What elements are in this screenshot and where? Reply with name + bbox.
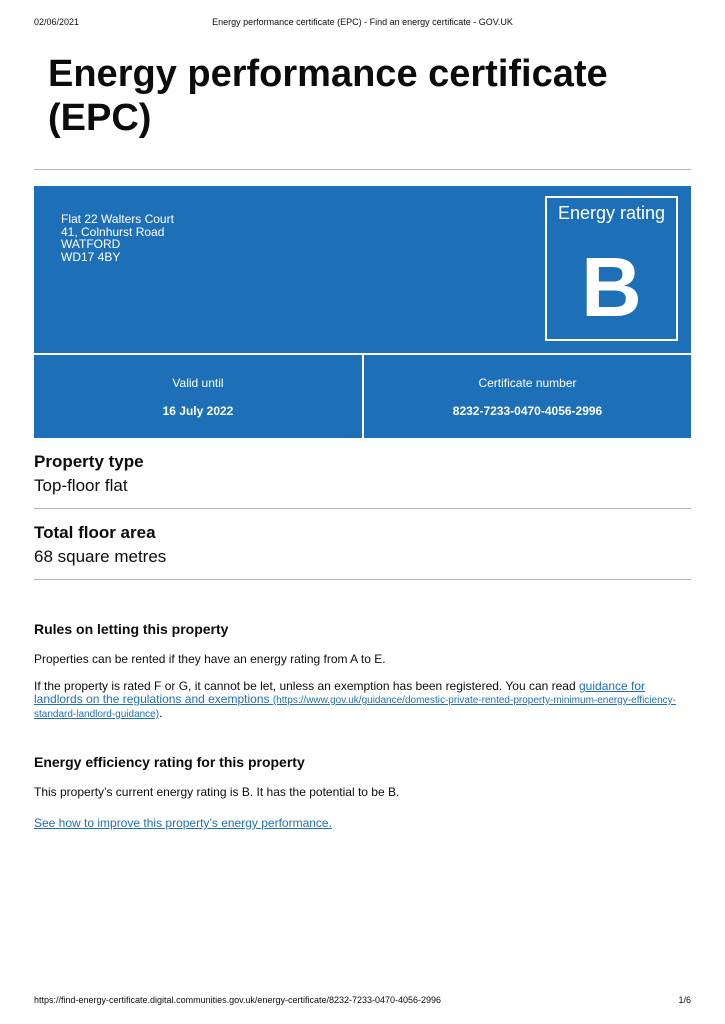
energy-rating-label: Energy rating	[557, 203, 666, 223]
letting-rules-exemption-paragraph	[34, 680, 691, 721]
valid-until-cell	[34, 354, 362, 438]
property-type-summary	[34, 452, 691, 496]
certificate-number-label: Certificate number	[478, 376, 577, 390]
print-header	[34, 17, 691, 31]
floor-area-heading: Total floor area	[34, 523, 156, 542]
certificate-number-cell	[364, 354, 691, 438]
energy-efficiency-section	[34, 754, 691, 830]
address-line: WATFORD	[61, 237, 121, 251]
energy-efficiency-heading: Energy efficiency rating for this property	[34, 754, 305, 770]
exemption-text: If the property is rated F or G, it cannot be let, unless an exemption has been registered. You can read	[34, 679, 579, 693]
address-line: 41, Colnhurst Road	[61, 224, 165, 239]
section-divider	[34, 508, 691, 509]
landlord-guidance-link-url: (https://www.gov.uk/guidance/domestic-private-rented-property-minimum-energy-efficiency-standard-landlord-guidance)	[34, 695, 676, 720]
property-type-value: Top-floor flat	[34, 476, 128, 495]
property-type-heading: Property type	[34, 452, 144, 471]
certificate-panel	[34, 186, 691, 438]
page-number: 1/6	[678, 995, 691, 1005]
page-title: Energy performance certificate (EPC)	[48, 53, 608, 139]
property-address	[61, 213, 174, 263]
letting-rules-section	[34, 621, 691, 721]
valid-until-value: 16 July 2022	[162, 404, 234, 418]
print-date: 02/06/2021	[34, 17, 80, 27]
exemption-text-end: .	[159, 706, 163, 720]
improve-performance-link[interactable]: See how to improve this property’s energy performance.	[34, 816, 332, 830]
section-divider	[34, 579, 691, 580]
floor-area-summary	[34, 523, 691, 567]
letting-rules-paragraph: Properties can be rented if they have an energy rating from A to E.	[34, 652, 386, 666]
print-document-title: Energy performance certificate (EPC) - Find an energy certificate - GOV.UK	[212, 17, 513, 27]
landlord-guidance-link-text: guidance for landlords on the regulations and exemptions	[34, 679, 646, 706]
address-line: Flat 22 Walters Court	[61, 212, 174, 226]
energy-efficiency-paragraph: This property’s current energy rating is B. It has the potential to be B.	[34, 785, 400, 799]
valid-until-label: Valid until	[172, 376, 224, 390]
energy-rating-letter: B	[581, 240, 642, 334]
section-divider	[34, 169, 691, 170]
letting-rules-heading: Rules on letting this property	[34, 621, 229, 637]
address-line: WD17 4BY	[61, 249, 121, 264]
floor-area-value: 68 square metres	[34, 547, 167, 566]
certificate-number-value: 8232-7233-0470-4056-2996	[452, 404, 603, 418]
print-footer-url: https://find-energy-certificate.digital.communities.gov.uk/energy-certificate/8232-7233-0470-4056-2996	[34, 995, 442, 1005]
energy-rating-box	[545, 196, 678, 341]
